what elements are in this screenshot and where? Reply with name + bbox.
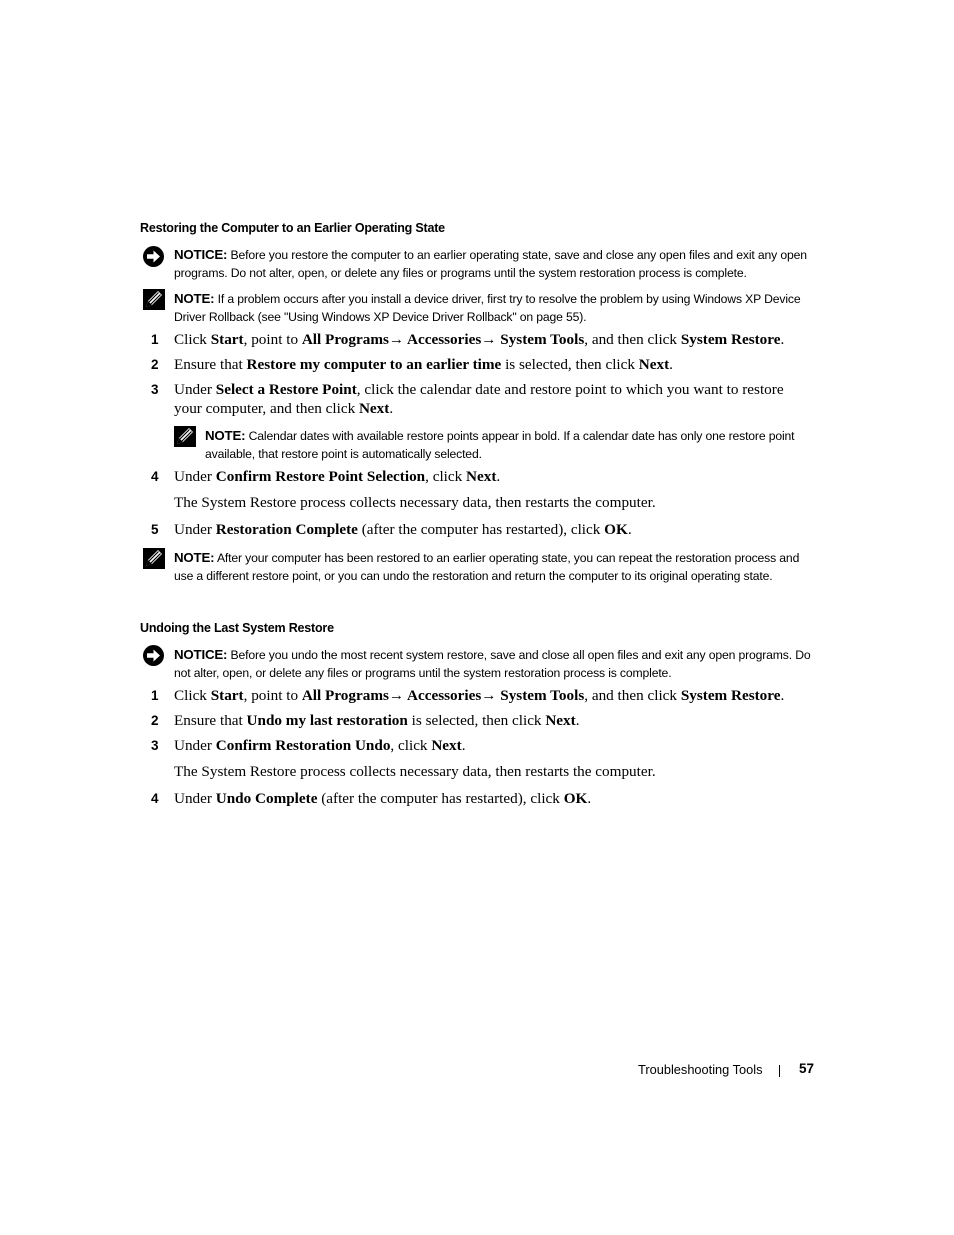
step-text-part: , and then click <box>584 331 681 348</box>
step-text <box>174 356 814 375</box>
step-number: 2 <box>151 357 159 372</box>
notice-label: NOTICE: <box>174 247 228 262</box>
ui-term-accessories: Accessories <box>404 331 482 348</box>
step-text-part: . <box>575 712 580 729</box>
step-text-part: Ensure that <box>174 712 247 729</box>
note-pencil-icon <box>174 426 196 447</box>
step-text-part: , point to <box>243 331 302 348</box>
ui-term-ok: OK <box>604 521 628 538</box>
step-number: 3 <box>151 382 159 397</box>
notice-callout <box>174 246 819 282</box>
step-text <box>174 468 814 487</box>
ui-term-restoration-complete: Restoration Complete <box>215 521 358 538</box>
step-text-part: is selected, then click <box>407 712 546 729</box>
ui-term-system-tools: System Tools <box>496 331 585 348</box>
notice-callout <box>174 646 819 682</box>
step-number: 4 <box>151 469 159 484</box>
note-pencil-icon <box>143 289 165 310</box>
step-text <box>174 381 810 418</box>
ui-term-ok: OK <box>563 790 588 807</box>
ui-term-start: Start <box>210 331 244 348</box>
step-text-part: , and then click <box>584 687 681 704</box>
step-number: 1 <box>151 688 159 703</box>
ui-term-all-programs: All Programs <box>301 331 389 348</box>
step-text-part: , click <box>425 468 467 485</box>
menu-arrow: → <box>481 331 497 348</box>
note-label: NOTE: <box>174 550 215 565</box>
step-text-part: is selected, then click <box>501 356 639 373</box>
step-text <box>174 737 814 756</box>
note-pencil-icon <box>143 548 165 569</box>
note-text: Calendar dates with available restore points appear in bold. If a calendar date has only one restore point available, that restore point is automatically selected. <box>205 429 795 461</box>
notice-arrow-icon <box>142 245 165 268</box>
step-number: 3 <box>151 738 159 753</box>
step-text-part: . <box>461 737 466 754</box>
step-text <box>174 687 814 706</box>
section-heading-undoing: Undoing the Last System Restore <box>140 621 334 635</box>
ui-term-next: Next <box>466 468 497 485</box>
page-number: 57 <box>799 1061 815 1076</box>
step-text-part: . <box>587 790 592 807</box>
step-text-part: Under <box>174 468 216 485</box>
footer-section-title: Troubleshooting Tools <box>638 1062 763 1077</box>
step-text-part: Under <box>174 381 216 398</box>
notice-label: NOTICE: <box>174 647 228 662</box>
notice-text: Before you restore the computer to an earlier operating state, save and close any open files and exit any open programs. Do not alter, open, or delete any files or programs until the system restoration process is complete. <box>174 248 807 280</box>
footer-separator <box>779 1065 780 1077</box>
step-text-part: (after the computer has restarted), click <box>317 790 564 807</box>
menu-arrow: → <box>481 687 497 704</box>
step-text-part: Click <box>174 331 211 348</box>
ui-term-undo-complete: Undo Complete <box>215 790 318 807</box>
step-text <box>174 712 814 731</box>
ui-term-next: Next <box>545 712 576 729</box>
note-callout <box>174 290 819 326</box>
section-heading-restoring: Restoring the Computer to an Earlier Operating State <box>140 221 445 235</box>
ui-term-confirm-restoration-undo: Confirm Restoration Undo <box>215 737 391 754</box>
ui-term-system-restore: System Restore <box>680 687 781 704</box>
step-text-part: Under <box>174 521 216 538</box>
ui-term-all-programs: All Programs <box>301 687 389 704</box>
note-text: If a problem occurs after you install a device driver, first try to resolve the problem by using Windows XP Device Driver Rollback (see "Using Windows XP Device Driver Rollback" on page 55). <box>174 292 801 324</box>
step-text-part: , point to <box>243 687 302 704</box>
step-number: 2 <box>151 713 159 728</box>
step-text-part: , click the calendar date and restore point to which you want to restore your computer, and then click <box>174 381 784 417</box>
step-followup-text: The System Restore process collects necessary data, then restarts the computer. <box>174 763 656 780</box>
step-text-part: Ensure that <box>174 356 247 373</box>
ui-term-next: Next <box>431 737 462 754</box>
step-text-part: Under <box>174 790 216 807</box>
notice-text: Before you undo the most recent system restore, save and close all open files and exit any open programs. Do not alter, open, or delete any files or programs until the system restoration process is complete. <box>174 648 811 680</box>
step-followup-text: The System Restore process collects necessary data, then restarts the computer. <box>174 494 656 511</box>
menu-arrow: → <box>388 687 405 704</box>
note-text: After your computer has been restored to an earlier operating state, you can repeat the restoration process and use a different restore point, or you can undo the restoration and return the computer to its original operating state. <box>174 551 800 583</box>
menu-arrow: → <box>388 331 405 348</box>
step-text-part: , click <box>390 737 432 754</box>
ui-term-system-tools: System Tools <box>496 687 585 704</box>
step-text-part: Under <box>174 737 216 754</box>
step-number: 5 <box>151 522 159 537</box>
ui-term-system-restore: System Restore <box>680 331 781 348</box>
notice-arrow-icon <box>142 644 165 667</box>
ui-term-accessories: Accessories <box>404 687 482 704</box>
step-text-part: . <box>389 399 394 417</box>
ui-term-next: Next <box>358 399 390 417</box>
step-text-part: Click <box>174 687 211 704</box>
step-text-part: . <box>669 356 673 373</box>
ui-term-undo-last-restoration: Undo my last restoration <box>246 712 408 729</box>
step-text-part: . <box>780 331 785 348</box>
ui-term-confirm-restore-point: Confirm Restore Point Selection <box>215 468 426 485</box>
step-text <box>174 790 814 809</box>
step-number: 4 <box>151 791 159 806</box>
step-text <box>174 521 814 540</box>
step-text-part: . <box>496 468 501 485</box>
step-text-part: . <box>627 521 632 538</box>
note-callout <box>174 549 819 585</box>
note-label: NOTE: <box>174 291 215 306</box>
step-number: 1 <box>151 332 159 347</box>
ui-term-start: Start <box>210 687 244 704</box>
step-text <box>174 331 814 350</box>
ui-term-restore-earlier-time: Restore my computer to an earlier time <box>246 356 502 373</box>
step-text-part: . <box>780 687 785 704</box>
step-text-part: (after the computer has restarted), click <box>357 521 605 538</box>
note-label: NOTE: <box>205 428 246 443</box>
ui-term-select-restore-point: Select a Restore Point <box>215 381 357 398</box>
ui-term-next: Next <box>638 356 670 373</box>
note-callout <box>205 427 815 463</box>
